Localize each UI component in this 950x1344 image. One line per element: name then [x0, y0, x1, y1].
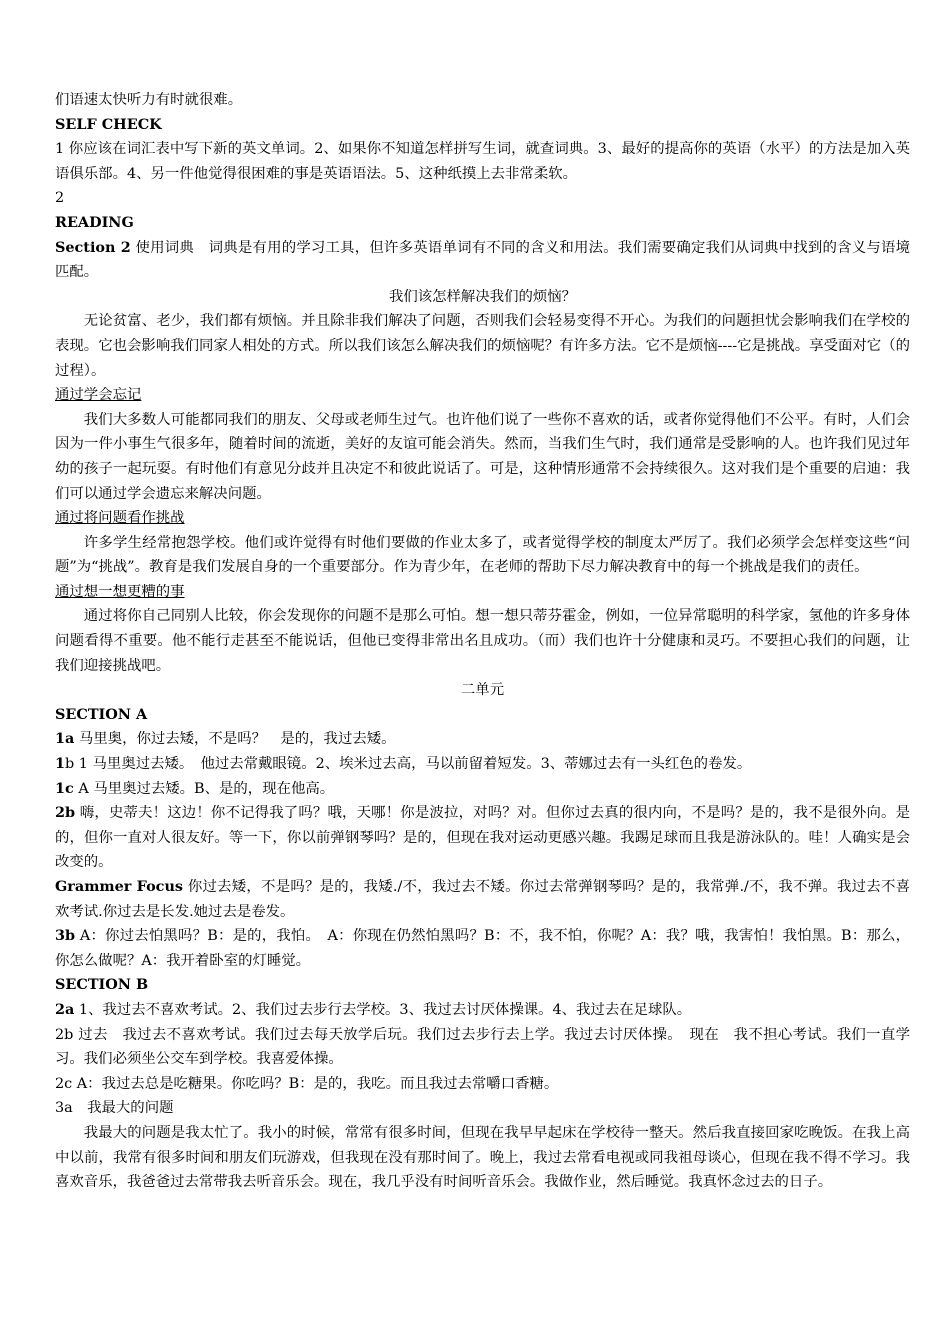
exercise-3b [55, 924, 910, 973]
heading-section-b: SECTION B [55, 976, 149, 994]
heading-section-a: SECTION A [55, 705, 148, 723]
exercise-text: A：你过去怕黑吗？B：是的，我怕。 A：你现在仍然怕黑吗？B：不，我不怕，你呢？A：我？哦，我害怕！我怕黑。B：那么，你怎么做呢？A：我开着卧室的灯睡觉。 [55, 928, 910, 969]
heading-reading: READING [55, 213, 134, 231]
exercise-2a [55, 998, 910, 1023]
exercise-text: b 1 马里奥过去矮。 他过去常戴眼镜。2、埃米过去高，马以前留着短发。3、蒂娜过去有一头红色的卷发。 [65, 756, 752, 773]
exercise-label: Grammer Focus [55, 878, 184, 895]
exercise-label: 1a [55, 730, 75, 748]
reading-paragraph: 通过将你自己同别人比较，你会发现你的问题不是那么可怕。想一想只蒂芬霍金，例如，一位异常聪明的科学家，氢他的许多身体问题看得不重要。他不能行走甚至不能说话，但他已变得非常出名且成功。（而）我们也许十分健康和灵巧。不要担心我们的问题，让我们迎接挑战吧。 [55, 608, 910, 674]
heading-self-check: SELF CHECK [55, 115, 162, 133]
exercise-3a-paragraph: 我最大的问题是我太忙了。我小的时候，常常有很多时间，但现在我早早起床在学校待一整天。然后我直接回家吃晚饭。在我上高中以前，我常有很多时间和朋友们玩游戏，但我现在没有那时间了。晚上，我过去常看电视或同我祖母谈心，但现在我不得不学习。我喜欢音乐，我爸爸过去常带我去听音乐会。现在，我几乎没有时间听音乐会。我做作业，然后睡觉。我真怀念过去的日子。 [55, 1124, 910, 1191]
reading-paragraph: 许多学生经常抱怨学校。他们或许觉得有时他们要做的作业太多了，或者觉得学校的制度太严厉了。我们必须学会怎样变这些“问题”为“挑战”。教育是我们发展自身的一个重要部分。作为青少年，在老师的帮助下尽力解决教育中的每一个挑战是我们的责任。 [55, 534, 910, 576]
reading-subheading: 通过想一想更糟的事 [55, 583, 185, 600]
exercise-label: 2a [55, 1000, 75, 1018]
exercise-1b [55, 752, 910, 777]
exercise-2c: 2c A：我过去总是吃糖果。你吃吗？B：是的，我吃。而且我过去常嚼口香糖。 [55, 1075, 559, 1092]
exercise-1c [55, 777, 910, 802]
exercise-text: 嗨，史蒂夫！这边！你不记得我了吗？哦，天哪！你是波拉，对吗？对。但你过去真的很内向，不是吗？是的，我不是很外向。是的，但你一直对人很友好。等一下，你以前弹钢琴吗？是的，但现在我对运动更感兴趣。我踢足球而且我是游泳队的。哇！人确实是会改变的。 [55, 805, 910, 871]
exercise-1a [55, 727, 910, 752]
exercise-label: 2b [55, 804, 76, 822]
exercise-3a-title: 3a 我最大的问题 [55, 1100, 174, 1117]
reading-subheading: 通过学会忘记 [55, 387, 142, 404]
text-line: 们语速太快听力有时就很难。 [55, 92, 243, 108]
paragraph-section-2 [55, 236, 910, 285]
text-line: 2 [55, 190, 65, 207]
exercise-2b-section-b: 2b 过去 我过去不喜欢考试。我们过去每天放学后玩。我们过去步行去上学。我过去讨厌体操。 现在 我不担心考试。我们一直学习。我们必须坐公交车到学校。我喜爱体操。 [55, 1026, 910, 1068]
reading-paragraph: 我们大多数人可能都同我们的朋友、父母或老师生过气。也许他们说了一些你不喜欢的话，或者你觉得他们不公平。有时，人们会因为一件小事生气很多年，随着时间的流逝，美好的友谊可能会消失。然而，当我们生气时，我们通常是受影响的人。也许我们见过年幼的孩子一起玩耍。有时他们有意见分歧并且决定不和彼此说话了。可是，这种情形通常不会持续很久。这对我们是个重要的启迪：我们可以通过学会遗忘来解决问题。 [55, 411, 910, 502]
exercise-2b [55, 801, 910, 875]
exercise-label: 1c [55, 779, 74, 797]
reading-subheading: 通过将问题看作挑战 [55, 510, 185, 527]
unit-title: 二单元 [460, 682, 505, 699]
grammar-focus [55, 875, 910, 924]
document-page [55, 88, 910, 1195]
exercise-label: 1 [55, 755, 66, 773]
exercise-text: 1、我过去不喜欢考试。2、我们过去步行去学校。3、我过去讨厌体操课。4、我过去在足球队。 [74, 1001, 692, 1018]
exercise-text: 马里奥，你过去矮，不是吗？ 是的，我过去矮。 [74, 731, 396, 748]
reading-title: 我们该怎样解决我们的烦恼？ [388, 288, 577, 305]
section-label: Section 2 [55, 238, 131, 256]
section-text: 使用词典 词典是有用的学习工具，但许多英语单词有不同的含义和用法。我们需要确定我们从词典中找到的含义与语境匹配。 [55, 239, 910, 281]
paragraph-self-check: 1 你应该在词汇表中写下新的英文单词。2、如果你不知道怎样拼写生词，就查词典。3、最好的提高你的英语（水平）的方法是加入英语俱乐部。4、另一件他觉得很困难的事是英语语法。5、这种纸摸上去非常柔软。 [55, 141, 910, 182]
reading-paragraph: 无论贫富、老少，我们都有烦恼。并且除非我们解决了问题，否则我们会轻易变得不开心。为我们的问题担忧会影响我们在学校的表现。它也会影响我们同家人相处的方式。所以我们该怎么解决我们的烦恼呢？有许多方法。它不是烦恼----它是挑战。享受面对它（的过程）。 [55, 313, 910, 379]
exercise-text: A 马里奥过去矮。B、是的，现在他高。 [73, 780, 335, 797]
exercise-label: 3b [55, 927, 76, 945]
exercise-text: 你过去矮，不是吗？是的，我矮./不，我过去不矮。你过去常弹钢琴吗？是的，我常弹./不，我不弹。我过去不喜欢考试.你过去是长发.她过去是卷发。 [55, 879, 910, 920]
